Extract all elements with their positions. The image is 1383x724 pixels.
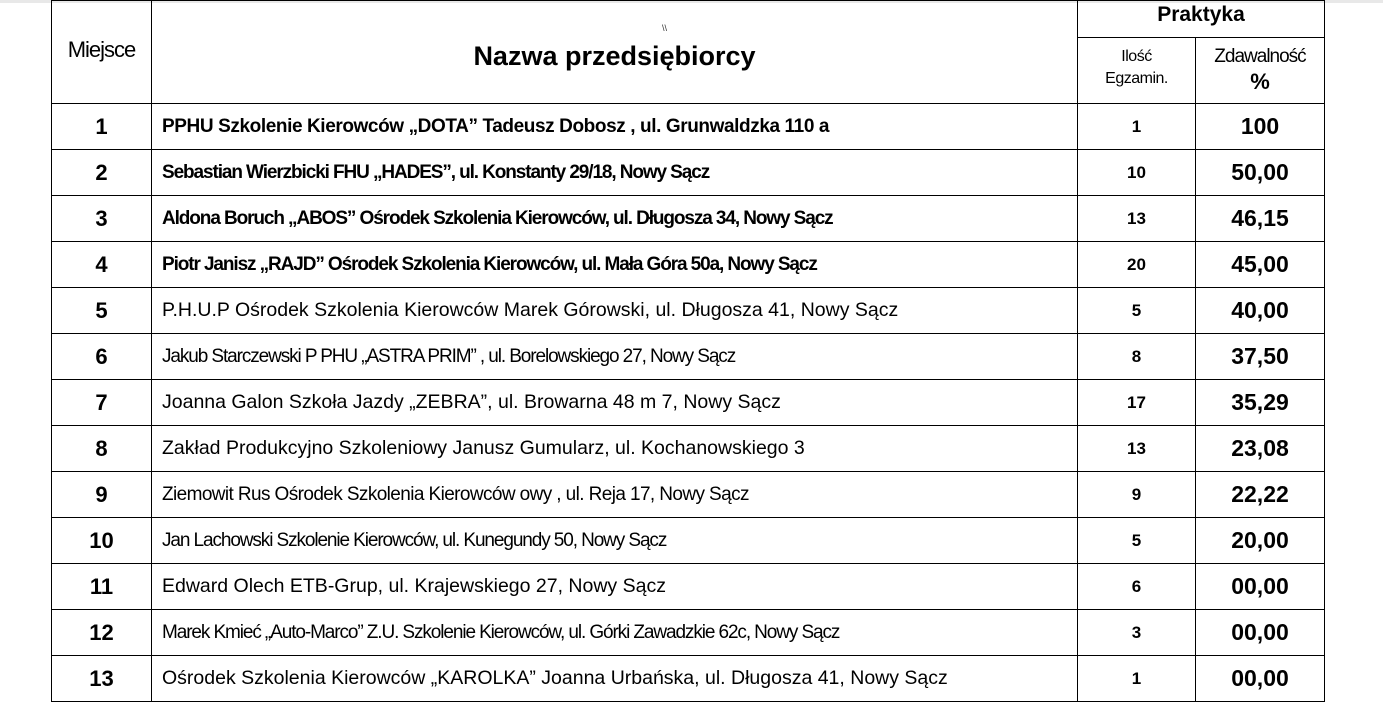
row-pass-rate: 35,29: [1196, 380, 1325, 426]
row-pass-rate: 40,00: [1196, 288, 1325, 334]
row-name: Ośrodek Szkolenia Kierowców „KAROLKA” Joanna Urbańska, ul. Długosza 41, Nowy Sącz: [152, 656, 1078, 702]
row-name: Joanna Galon Szkoła Jazdy „ZEBRA”, ul. Browarna 48 m 7, Nowy Sącz: [152, 380, 1078, 426]
row-pass-rate: 37,50: [1196, 334, 1325, 380]
header-name-label: Nazwa przedsiębiorcy: [473, 40, 756, 71]
row-pass-rate: 46,15: [1196, 196, 1325, 242]
row-exam-count: 17: [1078, 380, 1196, 426]
row-exam-count: 1: [1078, 656, 1196, 702]
row-pass-rate: 00,00: [1196, 656, 1325, 702]
table-row: [52, 334, 1325, 380]
row-exam-count: 5: [1078, 518, 1196, 564]
row-pass-rate: 23,08: [1196, 426, 1325, 472]
row-name: Aldona Boruch „ABOS” Ośrodek Szkolenia Kierowców, ul. Długosza 34, Nowy Sącz: [152, 196, 1078, 242]
row-place: 8: [52, 426, 152, 472]
header-exam-count-line1: Ilość: [1121, 48, 1152, 65]
table-row: [52, 656, 1325, 702]
row-name: PPHU Szkolenie Kierowców „DOTA” Tadeusz Dobosz , ul. Grunwaldzka 110 a: [152, 104, 1078, 150]
row-name: Sebastian Wierzbicki FHU „HADES”, ul. Konstanty 29/18, Nowy Sącz: [152, 150, 1078, 196]
row-pass-rate: 22,22: [1196, 472, 1325, 518]
header-pass-rate-unit: %: [1250, 69, 1270, 94]
row-pass-rate: 50,00: [1196, 150, 1325, 196]
row-place: 13: [52, 656, 152, 702]
row-place: 3: [52, 196, 152, 242]
header-place: Miejsce: [52, 1, 152, 104]
header-practice: Praktyka: [1078, 1, 1325, 38]
row-name: Jan Lachowski Szkolenie Kierowców, ul. Kunegundy 50, Nowy Sącz: [152, 518, 1078, 564]
table-row: [52, 472, 1325, 518]
table-row: [52, 610, 1325, 656]
row-place: 11: [52, 564, 152, 610]
row-name: Marek Kmieć „Auto-Marco” Z.U. Szkolenie Kierowców, ul. Górki Zawadzkie 62c, Nowy Sącz: [152, 610, 1078, 656]
row-pass-rate: 45,00: [1196, 242, 1325, 288]
table-row: [52, 150, 1325, 196]
header-name: [152, 1, 1078, 104]
row-exam-count: 13: [1078, 196, 1196, 242]
row-place: 9: [52, 472, 152, 518]
row-exam-count: 13: [1078, 426, 1196, 472]
row-name: Edward Olech ETB-Grup, ul. Krajewskiego 27, Nowy Sącz: [152, 564, 1078, 610]
table-row: [52, 426, 1325, 472]
table-row: [52, 104, 1325, 150]
row-exam-count: 9: [1078, 472, 1196, 518]
row-exam-count: 20: [1078, 242, 1196, 288]
header-mark: \\: [662, 23, 668, 33]
row-place: 6: [52, 334, 152, 380]
row-name: P.H.U.P Ośrodek Szkolenia Kierowców Marek Górowski, ul. Długosza 41, Nowy Sącz: [152, 288, 1078, 334]
row-name: Jakub Starczewski P PHU „ASTRA PRIM” , ul. Borelowskiego 27, Nowy Sącz: [152, 334, 1078, 380]
table-row: [52, 196, 1325, 242]
row-place: 12: [52, 610, 152, 656]
header-exam-count: [1078, 38, 1196, 104]
table-row: [52, 564, 1325, 610]
row-place: 7: [52, 380, 152, 426]
row-pass-rate: 100: [1196, 104, 1325, 150]
row-exam-count: 1: [1078, 104, 1196, 150]
row-exam-count: 5: [1078, 288, 1196, 334]
row-exam-count: 3: [1078, 610, 1196, 656]
row-pass-rate: 20,00: [1196, 518, 1325, 564]
row-pass-rate: 00,00: [1196, 564, 1325, 610]
row-place: 2: [52, 150, 152, 196]
table-row: [52, 288, 1325, 334]
row-name: Piotr Janisz „RAJD” Ośrodek Szkolenia Kierowców, ul. Mała Góra 50a, Nowy Sącz: [152, 242, 1078, 288]
table-row: [52, 242, 1325, 288]
row-place: 4: [52, 242, 152, 288]
header-exam-count-line2: Egzamin.: [1105, 70, 1168, 87]
row-exam-count: 6: [1078, 564, 1196, 610]
row-place: 1: [52, 104, 152, 150]
row-pass-rate: 00,00: [1196, 610, 1325, 656]
row-exam-count: 10: [1078, 150, 1196, 196]
table-row: [52, 518, 1325, 564]
header-pass-rate-label: Zdawalność: [1214, 46, 1306, 67]
row-place: 10: [52, 518, 152, 564]
row-name: Zakład Produkcyjno Szkoleniowy Janusz Gumularz, ul. Kochanowskiego 3: [152, 426, 1078, 472]
ranking-table: [51, 0, 1325, 702]
header-pass-rate: [1196, 38, 1325, 104]
row-exam-count: 8: [1078, 334, 1196, 380]
table-row: [52, 380, 1325, 426]
row-place: 5: [52, 288, 152, 334]
row-name: Ziemowit Rus Ośrodek Szkolenia Kierowców owy , ul. Reja 17, Nowy Sącz: [152, 472, 1078, 518]
